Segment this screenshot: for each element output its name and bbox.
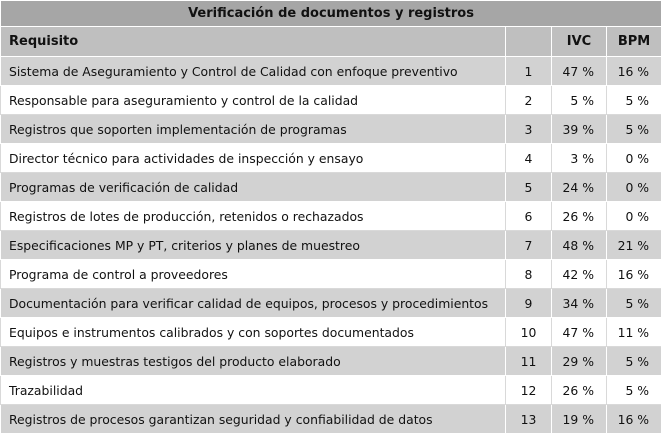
table-row: [1, 260, 661, 289]
header-bpm: BPM: [607, 27, 661, 57]
table-row: [1, 231, 661, 260]
cell-ivc: 47 %: [552, 57, 607, 86]
cell-ivc: 26 %: [552, 376, 607, 405]
cell-ivc: 5 %: [552, 86, 607, 115]
cell-bpm: 11 %: [607, 318, 661, 347]
cell-number: 7: [506, 231, 552, 260]
table-row: [1, 57, 661, 86]
cell-ivc: 47 %: [552, 318, 607, 347]
table-title: Verificación de documentos y registros: [1, 1, 661, 27]
table-row: [1, 376, 661, 405]
cell-requisito: Responsable para aseguramiento y control de la calidad: [1, 86, 506, 115]
cell-requisito: Registros y muestras testigos del producto elaborado: [1, 347, 506, 376]
cell-bpm: 5 %: [607, 376, 661, 405]
cell-number: 12: [506, 376, 552, 405]
cell-number: 2: [506, 86, 552, 115]
table-row: [1, 115, 661, 144]
cell-number: 5: [506, 173, 552, 202]
cell-bpm: 0 %: [607, 202, 661, 231]
header-ivc: IVC: [552, 27, 607, 57]
table-row: [1, 202, 661, 231]
cell-ivc: 29 %: [552, 347, 607, 376]
cell-ivc: 42 %: [552, 260, 607, 289]
cell-number: 13: [506, 405, 552, 434]
cell-number: 11: [506, 347, 552, 376]
cell-ivc: 19 %: [552, 405, 607, 434]
cell-bpm: 0 %: [607, 144, 661, 173]
cell-bpm: 16 %: [607, 260, 661, 289]
cell-requisito: Documentación para verificar calidad de equipos, procesos y procedimientos: [1, 289, 506, 318]
cell-bpm: 5 %: [607, 289, 661, 318]
cell-bpm: 5 %: [607, 86, 661, 115]
cell-requisito: Programa de control a proveedores: [1, 260, 506, 289]
table-row: [1, 347, 661, 376]
cell-requisito: Programas de verificación de calidad: [1, 173, 506, 202]
cell-number: 3: [506, 115, 552, 144]
table-row: [1, 405, 661, 434]
cell-number: 10: [506, 318, 552, 347]
cell-number: 4: [506, 144, 552, 173]
table-row: [1, 318, 661, 347]
cell-ivc: 26 %: [552, 202, 607, 231]
cell-requisito: Registros de lotes de producción, retenidos o rechazados: [1, 202, 506, 231]
cell-bpm: 0 %: [607, 173, 661, 202]
cell-bpm: 5 %: [607, 347, 661, 376]
cell-bpm: 16 %: [607, 405, 661, 434]
table-row: [1, 173, 661, 202]
cell-requisito: Registros de procesos garantizan seguridad y confiabilidad de datos: [1, 405, 506, 434]
cell-number: 1: [506, 57, 552, 86]
cell-ivc: 39 %: [552, 115, 607, 144]
cell-bpm: 5 %: [607, 115, 661, 144]
cell-requisito: Sistema de Aseguramiento y Control de Calidad con enfoque preventivo: [1, 57, 506, 86]
cell-requisito: Director técnico para actividades de inspección y ensayo: [1, 144, 506, 173]
cell-ivc: 48 %: [552, 231, 607, 260]
cell-ivc: 24 %: [552, 173, 607, 202]
table-row: [1, 144, 661, 173]
header-number: [506, 27, 552, 57]
table-title-row: [1, 1, 661, 27]
table-header-row: [1, 27, 661, 57]
cell-number: 8: [506, 260, 552, 289]
cell-number: 9: [506, 289, 552, 318]
cell-ivc: 34 %: [552, 289, 607, 318]
cell-bpm: 16 %: [607, 57, 661, 86]
table-row: [1, 289, 661, 318]
cell-ivc: 3 %: [552, 144, 607, 173]
cell-requisito: Trazabilidad: [1, 376, 506, 405]
cell-bpm: 21 %: [607, 231, 661, 260]
table-row: [1, 86, 661, 115]
cell-number: 6: [506, 202, 552, 231]
header-requisito: Requisito: [1, 27, 506, 57]
cell-requisito: Registros que soporten implementación de programas: [1, 115, 506, 144]
table-body: [1, 57, 661, 434]
cell-requisito: Equipos e instrumentos calibrados y con soportes documentados: [1, 318, 506, 347]
cell-requisito: Especificaciones MP y PT, criterios y planes de muestreo: [1, 231, 506, 260]
